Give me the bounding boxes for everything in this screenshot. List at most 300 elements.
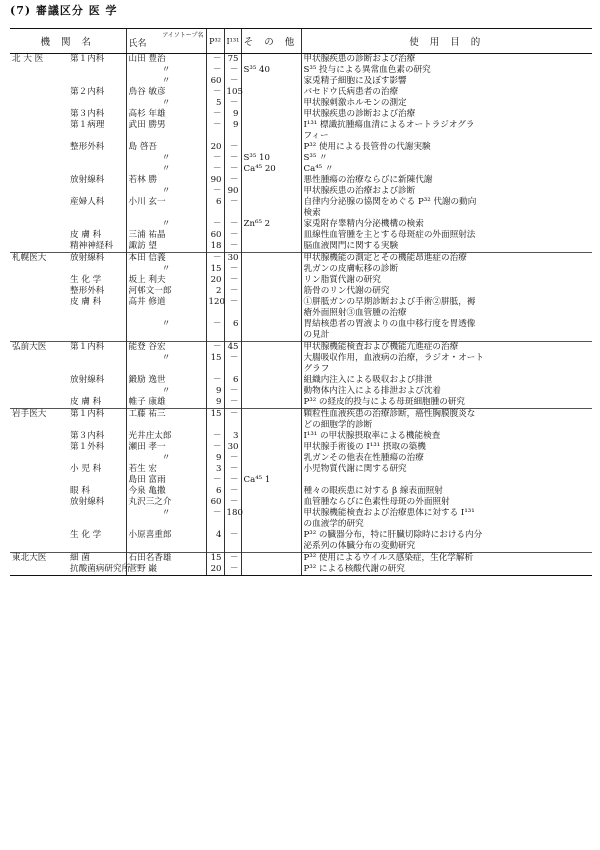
other-isotope-cell bbox=[241, 464, 301, 475]
department-cell: 小 児 科 bbox=[70, 464, 102, 474]
department-cell: 第３内科 bbox=[70, 109, 105, 119]
p32-amount-cell: － bbox=[206, 109, 224, 120]
purpose-cell: リン脂質代謝の研究 bbox=[301, 275, 592, 286]
other-isotope-cell: S³⁵ 10 bbox=[241, 153, 301, 164]
institution-cell bbox=[10, 530, 68, 541]
purpose-cell: 泌系列の体臓分布の変動研究 bbox=[301, 541, 592, 553]
i131-amount-cell: － bbox=[224, 230, 241, 241]
table-body bbox=[10, 54, 592, 576]
purpose-cell: 家兎精子細胞に及ぼす影響 bbox=[301, 76, 592, 87]
i131-amount-cell bbox=[224, 330, 241, 342]
p32-amount-cell bbox=[206, 519, 224, 530]
p32-amount-cell: 60 bbox=[206, 230, 224, 241]
purpose-cell: 胃結核患者の胃液よりの血中移行度を胃透像 bbox=[301, 319, 592, 330]
purpose-cell: P³² 使用によるウイルス感染症，生化学解析 bbox=[301, 553, 592, 565]
institution-cell bbox=[10, 308, 68, 319]
i131-amount-cell bbox=[224, 519, 241, 530]
person-name-cell: 鳥谷 敏彦 bbox=[126, 87, 206, 98]
other-isotope-cell: Zn⁶⁵ 2 bbox=[241, 219, 301, 230]
department-cell bbox=[68, 186, 126, 197]
department-cell: 皮 膚 科 bbox=[70, 397, 102, 407]
purpose-cell: 甲状腺疾患の診断および治療 bbox=[301, 54, 592, 66]
department-cell: 第１内科 bbox=[68, 409, 126, 421]
i131-amount-cell: 45 bbox=[224, 342, 241, 354]
i131-amount-cell: － bbox=[224, 353, 241, 364]
purpose-cell: 甲状腺疾患の診断および治療 bbox=[301, 109, 592, 120]
institution-cell bbox=[10, 175, 68, 186]
department-cell: 放射線科 bbox=[70, 175, 105, 185]
purpose-cell: の血液学的研究 bbox=[301, 519, 592, 530]
other-isotope-cell bbox=[241, 431, 301, 442]
department-cell: 第２内科 bbox=[70, 87, 105, 97]
p32-amount-cell: － bbox=[206, 120, 224, 131]
header-isotope-name: アイソトープ名 bbox=[162, 32, 204, 39]
section-title: (7) 審議区分 医 学 bbox=[10, 4, 118, 17]
i131-amount-cell: － bbox=[224, 98, 241, 109]
purpose-cell: 家兎附存睾精内分泌機構の検索 bbox=[301, 219, 592, 230]
department-cell bbox=[68, 208, 126, 219]
other-isotope-cell bbox=[241, 530, 301, 541]
institution-cell bbox=[10, 120, 68, 131]
i131-amount-cell: － bbox=[224, 286, 241, 297]
table-row bbox=[10, 519, 592, 530]
department-cell: 放射線科 bbox=[70, 497, 105, 507]
institution-cell bbox=[10, 286, 68, 297]
institution-cell bbox=[10, 197, 68, 208]
purpose-cell: Ca⁴⁵ 〃 bbox=[301, 164, 592, 175]
i131-amount-cell: － bbox=[224, 464, 241, 475]
institution-cell bbox=[10, 420, 68, 431]
purpose-cell: 大腸吸収作用，血液病の治療，ラジオ・オート bbox=[301, 353, 592, 364]
p32-amount-cell bbox=[206, 420, 224, 431]
table-row bbox=[10, 453, 592, 464]
department-cell: 整形外科 bbox=[70, 286, 105, 296]
p32-amount-cell: 18 bbox=[206, 241, 224, 253]
p32-amount-cell: 15 bbox=[206, 409, 224, 421]
p32-amount-cell: － bbox=[206, 87, 224, 98]
other-isotope-cell bbox=[241, 109, 301, 120]
institution-cell bbox=[10, 131, 68, 142]
department-cell bbox=[68, 330, 126, 342]
person-name-cell: 〃 bbox=[126, 164, 206, 175]
i131-amount-cell: － bbox=[224, 264, 241, 275]
i131-amount-cell bbox=[224, 364, 241, 375]
purpose-cell: 皿線性血管腫を主とする母斑症の外面照射法 bbox=[301, 230, 592, 241]
other-isotope-cell bbox=[241, 98, 301, 109]
institution-cell bbox=[10, 87, 68, 98]
department-cell: 整形外科 bbox=[70, 142, 105, 152]
p32-amount-cell bbox=[206, 364, 224, 375]
purpose-cell: 組織内注入による吸収および排泄 bbox=[301, 375, 592, 386]
person-name-cell: 瀬田 孝一 bbox=[126, 442, 206, 453]
department-cell: 生 化 学 bbox=[70, 275, 102, 285]
purpose-cell bbox=[301, 475, 592, 486]
other-isotope-cell bbox=[241, 297, 301, 308]
purpose-cell: 甲状腺刺激ホルモンの測定 bbox=[301, 98, 592, 109]
p32-amount-cell: 120 bbox=[206, 297, 224, 308]
other-isotope-cell bbox=[241, 353, 301, 364]
other-isotope-cell bbox=[241, 186, 301, 197]
purpose-cell: グラフ bbox=[301, 364, 592, 375]
table-row bbox=[10, 142, 592, 153]
purpose-cell: 甲状腺疾患の治療および診断 bbox=[301, 186, 592, 197]
table-row bbox=[10, 219, 592, 230]
person-name-cell: 能登 谷宏 bbox=[126, 342, 206, 354]
p32-amount-cell: 15 bbox=[206, 553, 224, 565]
person-name-cell: 〃 bbox=[126, 264, 206, 275]
person-name-cell bbox=[126, 541, 206, 553]
i131-amount-cell: － bbox=[224, 453, 241, 464]
i131-amount-cell: 9 bbox=[224, 109, 241, 120]
other-isotope-cell bbox=[241, 553, 301, 565]
institution-cell bbox=[10, 475, 68, 486]
person-name-cell: 石田名香雄 bbox=[126, 553, 206, 565]
institution-cell bbox=[10, 264, 68, 275]
p32-amount-cell: － bbox=[206, 508, 224, 519]
institution-cell bbox=[10, 109, 68, 120]
i131-amount-cell bbox=[224, 131, 241, 142]
table-row bbox=[10, 553, 592, 565]
department-cell bbox=[68, 76, 126, 87]
department-cell: 精神神経科 bbox=[70, 241, 113, 251]
department-cell bbox=[68, 508, 126, 519]
table-row bbox=[10, 241, 592, 253]
person-name-cell: 〃 bbox=[126, 76, 206, 87]
p32-amount-cell: － bbox=[206, 65, 224, 76]
department-cell: 放射線科 bbox=[70, 375, 105, 385]
person-name-cell: 山田 豊治 bbox=[126, 54, 206, 66]
other-isotope-cell bbox=[241, 275, 301, 286]
person-name-cell: 高井 修道 bbox=[126, 297, 206, 308]
table-row bbox=[10, 175, 592, 186]
person-name-cell: 〃 bbox=[126, 319, 206, 330]
i131-amount-cell: － bbox=[224, 397, 241, 409]
department-cell bbox=[68, 164, 126, 175]
department-cell bbox=[68, 219, 126, 230]
institution-cell bbox=[10, 65, 68, 76]
other-isotope-cell bbox=[241, 386, 301, 397]
department-cell bbox=[68, 420, 126, 431]
p32-amount-cell: － bbox=[206, 54, 224, 66]
person-name-cell: 島田 富雨 bbox=[126, 475, 206, 486]
other-isotope-cell bbox=[241, 564, 301, 576]
other-isotope-cell bbox=[241, 409, 301, 421]
institution-cell bbox=[10, 275, 68, 286]
i131-amount-cell: － bbox=[224, 65, 241, 76]
other-isotope-cell bbox=[241, 87, 301, 98]
other-isotope-cell bbox=[241, 453, 301, 464]
other-isotope-cell bbox=[241, 264, 301, 275]
other-isotope-cell bbox=[241, 208, 301, 219]
person-name-cell: 〃 bbox=[126, 153, 206, 164]
table-row bbox=[10, 286, 592, 297]
institution-cell bbox=[10, 230, 68, 241]
person-name-cell: 〃 bbox=[126, 186, 206, 197]
institution-cell: 岩手医大 bbox=[10, 409, 68, 421]
other-isotope-cell bbox=[241, 420, 301, 431]
header-p32: P³² bbox=[206, 29, 224, 54]
institution-cell bbox=[10, 464, 68, 475]
p32-amount-cell: － bbox=[206, 475, 224, 486]
table-row bbox=[10, 98, 592, 109]
p32-amount-cell bbox=[206, 330, 224, 342]
person-name-cell bbox=[126, 364, 206, 375]
other-isotope-cell: S³⁵ 40 bbox=[241, 65, 301, 76]
i131-amount-cell: － bbox=[224, 530, 241, 541]
purpose-cell: 乳ガンその他表在性腫瘍の治療 bbox=[301, 453, 592, 464]
department-cell: 産婦人科 bbox=[70, 197, 105, 207]
person-name-cell bbox=[126, 208, 206, 219]
table-row bbox=[10, 319, 592, 330]
department-cell bbox=[68, 541, 126, 553]
institution-cell: 弘前大医 bbox=[10, 342, 68, 354]
i131-amount-cell: － bbox=[224, 553, 241, 565]
other-isotope-cell: Ca⁴⁵ 1 bbox=[241, 475, 301, 486]
isotope-usage-table bbox=[10, 28, 592, 576]
other-isotope-cell bbox=[241, 342, 301, 354]
i131-amount-cell: 180 bbox=[224, 508, 241, 519]
department-cell bbox=[68, 319, 126, 330]
other-isotope-cell bbox=[241, 241, 301, 253]
table-row bbox=[10, 497, 592, 508]
department-cell: 第１内科 bbox=[68, 54, 126, 66]
i131-amount-cell bbox=[224, 420, 241, 431]
i131-amount-cell bbox=[224, 541, 241, 553]
p32-amount-cell: 20 bbox=[206, 275, 224, 286]
other-isotope-cell bbox=[241, 375, 301, 386]
other-isotope-cell bbox=[241, 175, 301, 186]
p32-amount-cell: 20 bbox=[206, 142, 224, 153]
person-name-cell: 菅野 巌 bbox=[126, 564, 206, 576]
i131-amount-cell: － bbox=[224, 241, 241, 253]
purpose-cell: S³⁵ 投与による異常血色素の研究 bbox=[301, 65, 592, 76]
header-i131: I¹³¹ bbox=[224, 29, 241, 54]
institution-cell bbox=[10, 508, 68, 519]
other-isotope-cell bbox=[241, 76, 301, 87]
purpose-cell: 動物体内注入による排泄および沈着 bbox=[301, 386, 592, 397]
p32-amount-cell: － bbox=[206, 431, 224, 442]
p32-amount-cell: － bbox=[206, 342, 224, 354]
table-row bbox=[10, 409, 592, 421]
institution-cell bbox=[10, 353, 68, 364]
table-row bbox=[10, 197, 592, 208]
other-isotope-cell bbox=[241, 330, 301, 342]
purpose-cell: 悪性腫瘍の治療ならびに新陳代謝 bbox=[301, 175, 592, 186]
p32-amount-cell: 90 bbox=[206, 175, 224, 186]
header-person-name: 氏名 bbox=[128, 39, 147, 49]
i131-amount-cell: － bbox=[224, 564, 241, 576]
person-name-cell: 諏訪 望 bbox=[126, 241, 206, 253]
institution-cell bbox=[10, 386, 68, 397]
purpose-cell: P³² 使用による長管骨の代謝実験 bbox=[301, 142, 592, 153]
header-name-cell bbox=[126, 29, 206, 54]
person-name-cell bbox=[126, 308, 206, 319]
person-name-cell bbox=[126, 420, 206, 431]
person-name-cell bbox=[126, 131, 206, 142]
department-cell: 皮 膚 科 bbox=[70, 297, 102, 307]
person-name-cell: 〃 bbox=[126, 386, 206, 397]
other-isotope-cell bbox=[241, 253, 301, 265]
department-cell: 放射線科 bbox=[68, 253, 126, 265]
p32-amount-cell: 2 bbox=[206, 286, 224, 297]
table-row bbox=[10, 230, 592, 241]
other-isotope-cell bbox=[241, 120, 301, 131]
purpose-cell: ①胼胝ガンの早期診断および手術②胼胝，褥 bbox=[301, 297, 592, 308]
department-cell: 第１病理 bbox=[70, 120, 105, 130]
i131-amount-cell: 3 bbox=[224, 431, 241, 442]
i131-amount-cell: － bbox=[224, 275, 241, 286]
header-purpose: 使 用 目 的 bbox=[301, 29, 592, 54]
purpose-cell: 顆粒性血液疾患の治療診断，癌性胸膜腹炎な bbox=[301, 409, 592, 421]
p32-amount-cell: 60 bbox=[206, 76, 224, 87]
i131-amount-cell: 9 bbox=[224, 120, 241, 131]
person-name-cell: 坂上 利夫 bbox=[126, 275, 206, 286]
department-cell: 第１内科 bbox=[68, 342, 126, 354]
department-cell bbox=[68, 131, 126, 142]
table-row bbox=[10, 508, 592, 519]
p32-amount-cell: － bbox=[206, 186, 224, 197]
p32-amount-cell: － bbox=[206, 442, 224, 453]
person-name-cell: 光井庄太郎 bbox=[126, 431, 206, 442]
institution-cell bbox=[10, 541, 68, 553]
p32-amount-cell: 15 bbox=[206, 353, 224, 364]
header-other: そ の 他 bbox=[241, 29, 301, 54]
table-row bbox=[10, 420, 592, 431]
purpose-cell: フィー bbox=[301, 131, 592, 142]
institution-cell bbox=[10, 330, 68, 342]
purpose-cell: 自律内分泌腺の協関をめぐる P³² 代謝の動向 bbox=[301, 197, 592, 208]
p32-amount-cell: － bbox=[206, 253, 224, 265]
i131-amount-cell: － bbox=[224, 142, 241, 153]
purpose-cell: 甲状腺機能の測定とその機能昂進症の治療 bbox=[301, 253, 592, 265]
p32-amount-cell: － bbox=[206, 219, 224, 230]
purpose-cell: S³⁵ 〃 bbox=[301, 153, 592, 164]
institution-cell bbox=[10, 375, 68, 386]
institution-cell bbox=[10, 564, 68, 576]
i131-amount-cell: 30 bbox=[224, 442, 241, 453]
table-row bbox=[10, 431, 592, 442]
other-isotope-cell: Ca⁴⁵ 20 bbox=[241, 164, 301, 175]
purpose-cell: 甲状腺手術後の I¹³¹ 摂取の築機 bbox=[301, 442, 592, 453]
table-row bbox=[10, 275, 592, 286]
header-institution: 機 関 名 bbox=[10, 29, 126, 54]
table-row bbox=[10, 264, 592, 275]
table-row bbox=[10, 253, 592, 265]
institution-cell bbox=[10, 153, 68, 164]
other-isotope-cell bbox=[241, 197, 301, 208]
table-row bbox=[10, 131, 592, 142]
person-name-cell: 〃 bbox=[126, 219, 206, 230]
purpose-cell: 甲状腺機能検査および治療患体に対する I¹³¹ bbox=[301, 508, 592, 519]
institution-cell: 札幌医大 bbox=[10, 253, 68, 265]
other-isotope-cell bbox=[241, 541, 301, 553]
other-isotope-cell bbox=[241, 442, 301, 453]
p32-amount-cell: － bbox=[206, 375, 224, 386]
institution-cell bbox=[10, 297, 68, 308]
i131-amount-cell: － bbox=[224, 297, 241, 308]
table-row bbox=[10, 120, 592, 131]
institution-cell bbox=[10, 519, 68, 530]
other-isotope-cell bbox=[241, 230, 301, 241]
i131-amount-cell: － bbox=[224, 475, 241, 486]
i131-amount-cell: － bbox=[224, 197, 241, 208]
table-row bbox=[10, 330, 592, 342]
institution-cell bbox=[10, 219, 68, 230]
institution-cell bbox=[10, 98, 68, 109]
purpose-cell: I¹³¹ 標識抗腫瘍血清によるオートラジオグラ bbox=[301, 120, 592, 131]
department-cell bbox=[68, 386, 126, 397]
i131-amount-cell: － bbox=[224, 76, 241, 87]
other-isotope-cell bbox=[241, 486, 301, 497]
person-name-cell: 〃 bbox=[126, 353, 206, 364]
p32-amount-cell: － bbox=[206, 319, 224, 330]
table-row bbox=[10, 475, 592, 486]
table-row bbox=[10, 442, 592, 453]
other-isotope-cell bbox=[241, 54, 301, 66]
p32-amount-cell bbox=[206, 308, 224, 319]
department-cell bbox=[68, 364, 126, 375]
p32-amount-cell: 9 bbox=[206, 386, 224, 397]
p32-amount-cell bbox=[206, 208, 224, 219]
i131-amount-cell: 30 bbox=[224, 253, 241, 265]
department-cell bbox=[68, 519, 126, 530]
department-cell bbox=[68, 153, 126, 164]
institution-cell bbox=[10, 431, 68, 442]
person-name-cell: 丸沢三之介 bbox=[126, 497, 206, 508]
table-row bbox=[10, 342, 592, 354]
department-cell: 細 菌 bbox=[68, 553, 126, 565]
person-name-cell: 本田 信義 bbox=[126, 253, 206, 265]
department-cell bbox=[68, 475, 126, 486]
institution-cell: 東北大医 bbox=[10, 553, 68, 565]
department-cell bbox=[68, 453, 126, 464]
person-name-cell: 鍛励 逸世 bbox=[126, 375, 206, 386]
i131-amount-cell: － bbox=[224, 409, 241, 421]
purpose-cell: 乳ガンの皮膚転移の診断 bbox=[301, 264, 592, 275]
purpose-cell: 甲状腺機能検査および機能亢進症の治療 bbox=[301, 342, 592, 354]
institution-cell bbox=[10, 453, 68, 464]
institution-cell bbox=[10, 486, 68, 497]
other-isotope-cell bbox=[241, 319, 301, 330]
table-row bbox=[10, 109, 592, 120]
i131-amount-cell: － bbox=[224, 497, 241, 508]
other-isotope-cell bbox=[241, 397, 301, 409]
i131-amount-cell bbox=[224, 208, 241, 219]
purpose-cell: I¹³¹ の甲状腺摂取率による機能検査 bbox=[301, 431, 592, 442]
other-isotope-cell bbox=[241, 497, 301, 508]
purpose-cell: 種々の眼疾患に対する β 線表面照射 bbox=[301, 486, 592, 497]
table-row bbox=[10, 153, 592, 164]
institution-cell bbox=[10, 397, 68, 409]
i131-amount-cell: － bbox=[224, 164, 241, 175]
table-row bbox=[10, 530, 592, 541]
other-isotope-cell bbox=[241, 519, 301, 530]
table-row bbox=[10, 208, 592, 219]
p32-amount-cell bbox=[206, 131, 224, 142]
i131-amount-cell: 6 bbox=[224, 375, 241, 386]
p32-amount-cell: 20 bbox=[206, 564, 224, 576]
table-row bbox=[10, 297, 592, 308]
p32-amount-cell: 15 bbox=[206, 264, 224, 275]
person-name-cell: 三浦 祐晶 bbox=[126, 230, 206, 241]
table-row bbox=[10, 364, 592, 375]
i131-amount-cell: 6 bbox=[224, 319, 241, 330]
person-name-cell: 帷子 康雄 bbox=[126, 397, 206, 409]
table-row bbox=[10, 386, 592, 397]
person-name-cell: 〃 bbox=[126, 98, 206, 109]
table-row bbox=[10, 486, 592, 497]
table-row bbox=[10, 541, 592, 553]
